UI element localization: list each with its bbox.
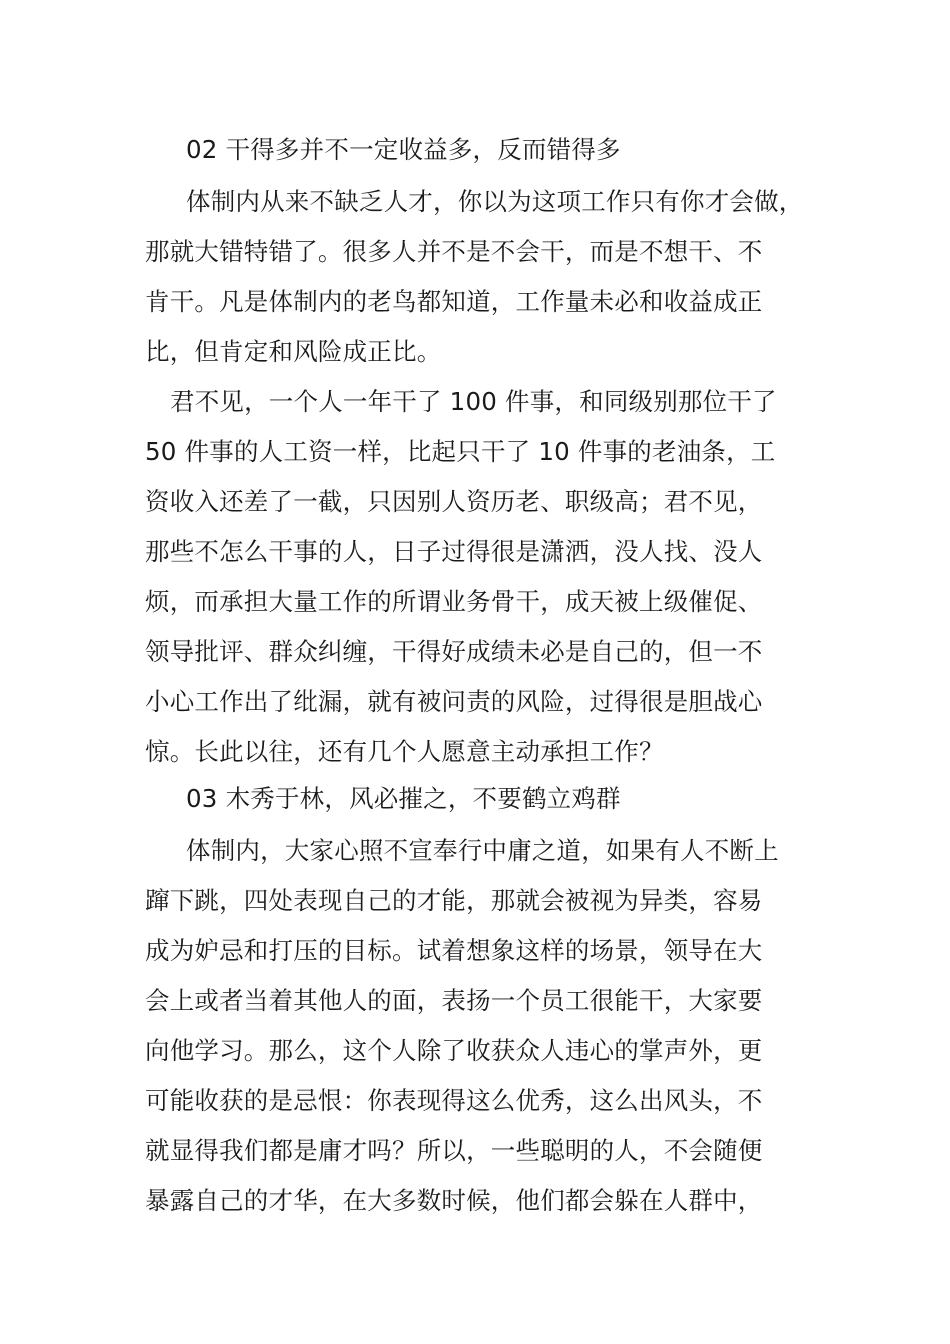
paragraph-line: 那就大错特错了。很多人并不是不会干，而是不想干、不	[145, 237, 763, 266]
paragraph-line: 那些不怎么干事的人，日子过得很是潇洒，没人找、没人	[145, 537, 763, 566]
paragraph-line: 领导批评、群众纠缠，干得好成绩未必是自己的，但一不	[145, 637, 763, 666]
paragraph-line: 可能收获的是忌恨：你表现得这么优秀，这么出风头，不	[145, 1086, 763, 1115]
paragraph-line: 比，但肯定和风险成正比。	[145, 337, 442, 366]
paragraph-line: 资收入还差了一截，只因别人资历老、职级高；君不见，	[145, 487, 763, 516]
paragraph-line: 向他学习。那么，这个人除了收获众人违心的掌声外，更	[145, 1036, 763, 1065]
paragraph-line: 50 件事的人工资一样，比起只干了 10 件事的老油条，工	[145, 437, 776, 466]
paragraph-line: 就显得我们都是庸才吗？所以，一些聪明的人，不会随便	[145, 1136, 763, 1165]
paragraph-line: 肯干。凡是体制内的老鸟都知道，工作量未必和收益成正	[145, 287, 763, 316]
paragraph-line: 体制内，大家心照不宣奉行中庸之道，如果有人不断上	[186, 836, 779, 865]
paragraph-line: 成为妒忌和打压的目标。试着想象这样的场景，领导在大	[145, 936, 763, 965]
section-heading-03: 03 木秀于林，风必摧之，不要鹤立鸡群	[186, 784, 621, 813]
paragraph-line: 烦，而承担大量工作的所谓业务骨干，成天被上级催促、	[145, 587, 763, 616]
paragraph-line: 君不见，一个人一年干了 100 件事，和同级别那位干了	[170, 387, 777, 416]
paragraph-line: 蹿下跳，四处表现自己的才能，那就会被视为异类，容易	[145, 886, 763, 915]
paragraph-line: 体制内从来不缺乏人才，你以为这项工作只有你才会做，	[186, 187, 804, 216]
paragraph-line: 会上或者当着其他人的面，表扬一个员工很能干，大家要	[145, 986, 763, 1015]
paragraph-line: 小心工作出了纰漏，就有被问责的风险，过得很是胆战心	[145, 687, 763, 716]
paragraph-line: 暴露自己的才华，在大多数时候，他们都会躲在人群中，	[145, 1186, 763, 1215]
paragraph-line: 惊。长此以往，还有几个人愿意主动承担工作？	[145, 737, 664, 766]
section-heading-02: 02 干得多并不一定收益多，反而错得多	[186, 135, 621, 164]
